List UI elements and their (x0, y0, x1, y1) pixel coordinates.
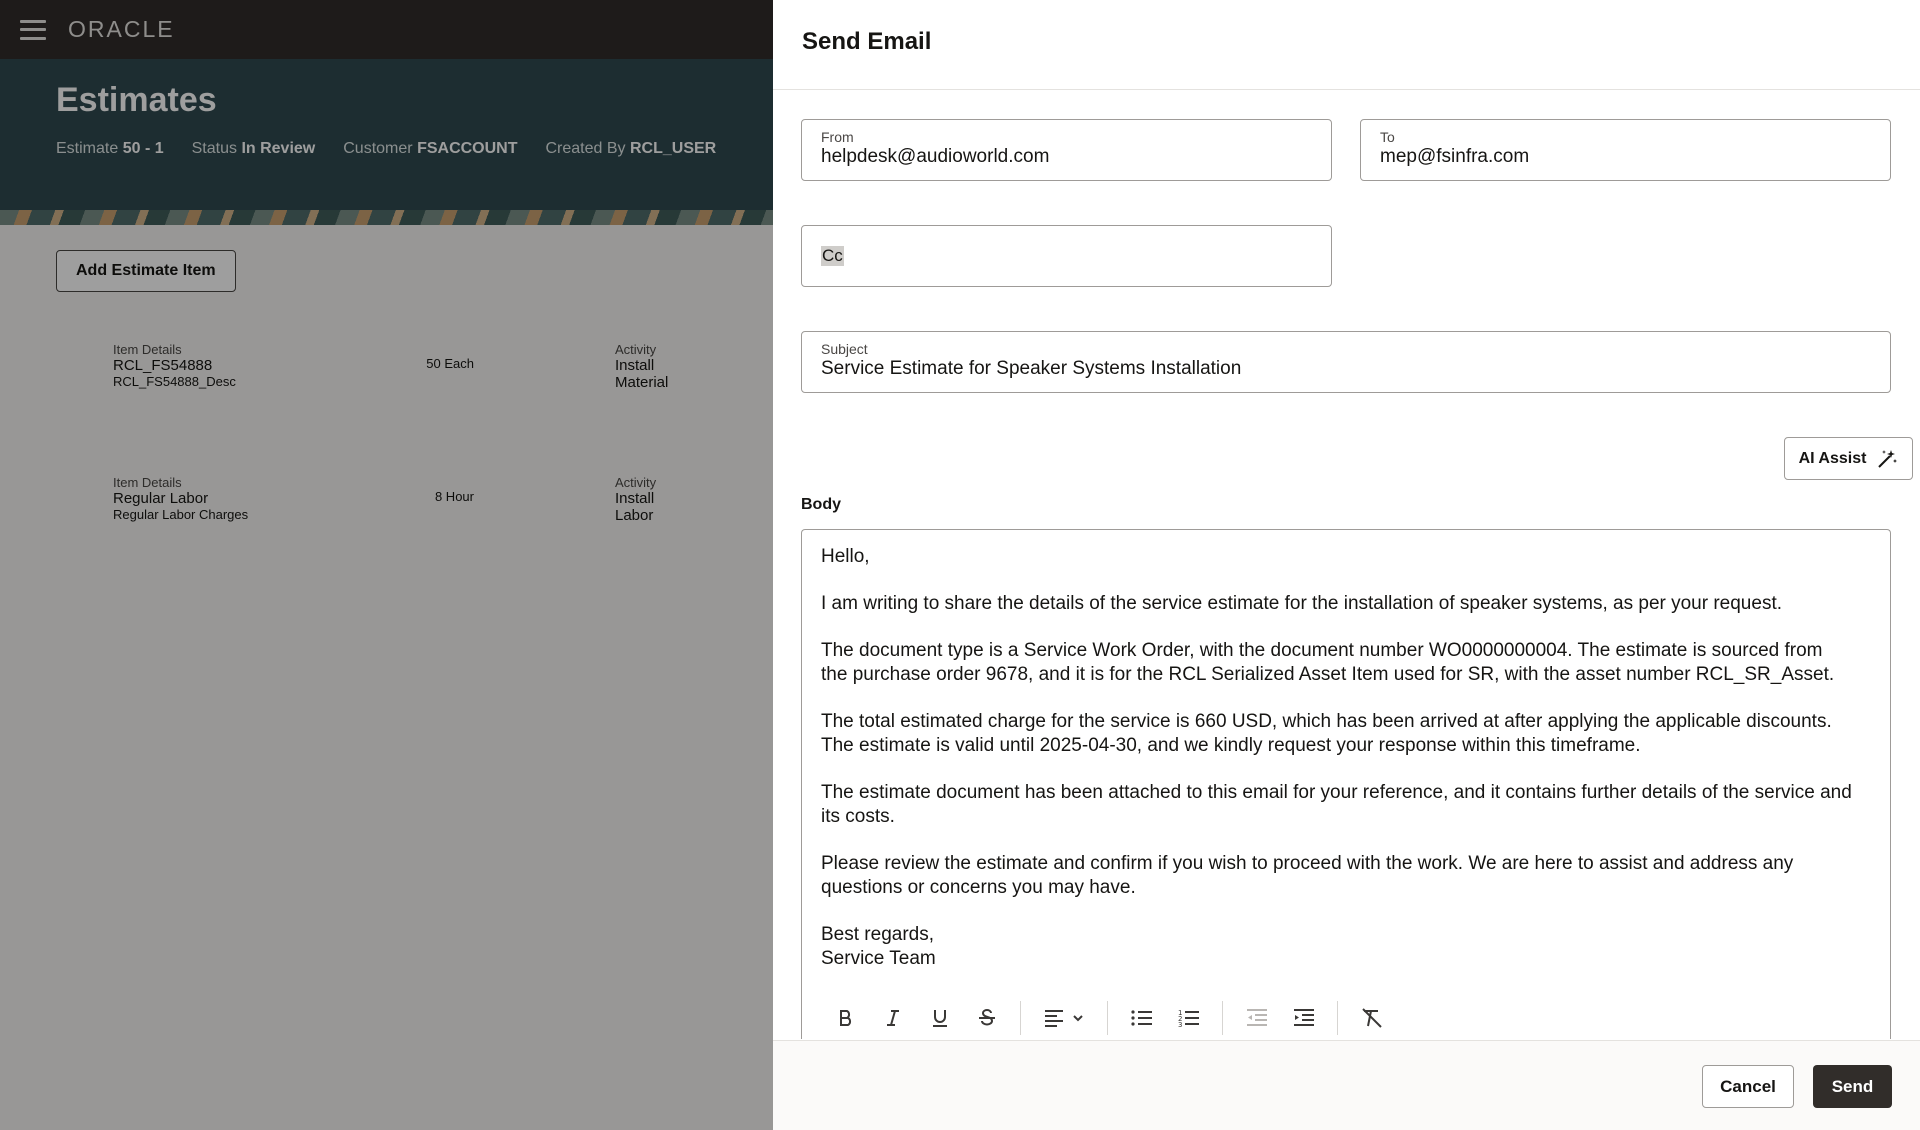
cc-label: Cc (822, 246, 843, 265)
from-label: From (821, 129, 854, 145)
italic-icon[interactable] (869, 998, 916, 1038)
body-paragraph: I am writing to share the details of the service estimate for the installation of speaker systems, as per your request. (821, 593, 1783, 614)
send-button[interactable]: Send (1813, 1065, 1892, 1108)
item-quantity: 8 Hour (434, 489, 474, 504)
body-rich-text-editor[interactable] (801, 529, 1891, 1039)
body-label: Body (801, 496, 841, 513)
toolbar-separator (1107, 1001, 1108, 1035)
item-name: RCL_FS54888 (113, 357, 213, 374)
strikethrough-icon[interactable] (963, 998, 1010, 1038)
svg-text:3: 3 (1177, 1021, 1182, 1028)
activity-label: Activity (615, 342, 657, 357)
bold-icon[interactable] (822, 998, 869, 1038)
body-paragraph: Please review the estimate and confirm if you wish to proceed with the work. We are here to assist and address any questions or concerns you may have. (821, 853, 1794, 898)
editor-toolbar (822, 998, 1395, 1038)
oracle-logo[interactable]: ORACLE (68, 16, 175, 42)
from-value[interactable]: helpdesk@audioworld.com (821, 146, 1050, 167)
toolbar-separator (1337, 1001, 1338, 1035)
activity-label: Activity (615, 475, 657, 490)
activity-line: Material (615, 374, 669, 391)
meta-value: FSACCOUNT (417, 140, 518, 157)
indent-icon[interactable] (1280, 998, 1327, 1038)
toolbar-separator (1222, 1001, 1223, 1035)
to-label: To (1380, 129, 1395, 145)
svg-text:1: 1 (1177, 1009, 1182, 1017)
to-field[interactable] (1360, 119, 1891, 181)
item-name: Regular Labor (113, 490, 209, 507)
magic-wand-icon (1876, 448, 1898, 470)
to-value[interactable]: mep@fsinfra.com (1380, 146, 1530, 167)
activity-line: Install (615, 357, 655, 374)
outdent-icon[interactable] (1233, 998, 1280, 1038)
svg-text:2: 2 (1177, 1015, 1182, 1023)
estimates-app (0, 0, 773, 1130)
body-paragraph: The document type is a Service Work Order, with the document number WO0000000004. The estimate is sourced from the purchase order 9678, and it is for the RCL Serialized Asset Item used for SR, with the asset number RCL_SR_Asset. (821, 640, 1835, 685)
body-paragraph: Best regards, Service Team (821, 924, 936, 969)
modal-overlay[interactable] (0, 0, 773, 1130)
subject-value[interactable]: Service Estimate for Speaker Systems Installation (821, 358, 1242, 379)
meta-label: Estimate (56, 140, 119, 157)
numbered-list-icon[interactable] (1165, 998, 1212, 1038)
drawer-footer (773, 1040, 1920, 1130)
meta-value: 50 - 1 (122, 140, 164, 157)
item-details-label: Item Details (113, 342, 182, 357)
send-email-drawer (773, 0, 1920, 1130)
body-paragraph: The estimate document has been attached to this email for your reference, and it contains further details of the service and its costs. (821, 782, 1852, 827)
activity-line: Labor (615, 507, 654, 524)
body-paragraph: The total estimated charge for the service is 660 USD, which has been arrived at after applying the applicable discounts. The estimate is valid until 2025-04-30, and we kindly request your response within this timeframe. (821, 711, 1832, 756)
meta-label: Status (191, 140, 237, 157)
meta-label: Customer (343, 140, 413, 157)
body-paragraph: Hello, (821, 546, 870, 567)
from-field[interactable] (801, 119, 1332, 181)
meta-value: RCL_USER (630, 140, 717, 157)
page-title: Estimates (56, 81, 217, 119)
ai-assist-label: AI Assist (1798, 449, 1867, 467)
cc-field[interactable] (801, 225, 1332, 287)
drawer-title: Send Email (802, 28, 932, 55)
item-quantity: 50 Each (426, 356, 474, 371)
activity-line: Install (615, 490, 655, 507)
align-dropdown-icon[interactable] (1031, 998, 1097, 1038)
underline-icon[interactable] (916, 998, 963, 1038)
item-desc: Regular Labor Charges (113, 507, 249, 522)
meta-label: Created By (545, 140, 626, 157)
item-desc: RCL_FS54888_Desc (113, 374, 236, 389)
item-details-label: Item Details (113, 475, 182, 490)
ai-assist-button[interactable] (1784, 437, 1913, 480)
subject-field[interactable] (801, 331, 1891, 393)
bulleted-list-icon[interactable] (1118, 998, 1165, 1038)
toolbar-separator (1020, 1001, 1021, 1035)
subject-label: Subject (821, 341, 868, 357)
meta-value: In Review (241, 140, 316, 157)
cancel-button[interactable]: Cancel (1702, 1065, 1794, 1108)
add-estimate-item-button[interactable]: Add Estimate Item (56, 250, 236, 292)
clear-formatting-icon[interactable] (1348, 998, 1395, 1038)
drawer-header (773, 0, 1920, 90)
